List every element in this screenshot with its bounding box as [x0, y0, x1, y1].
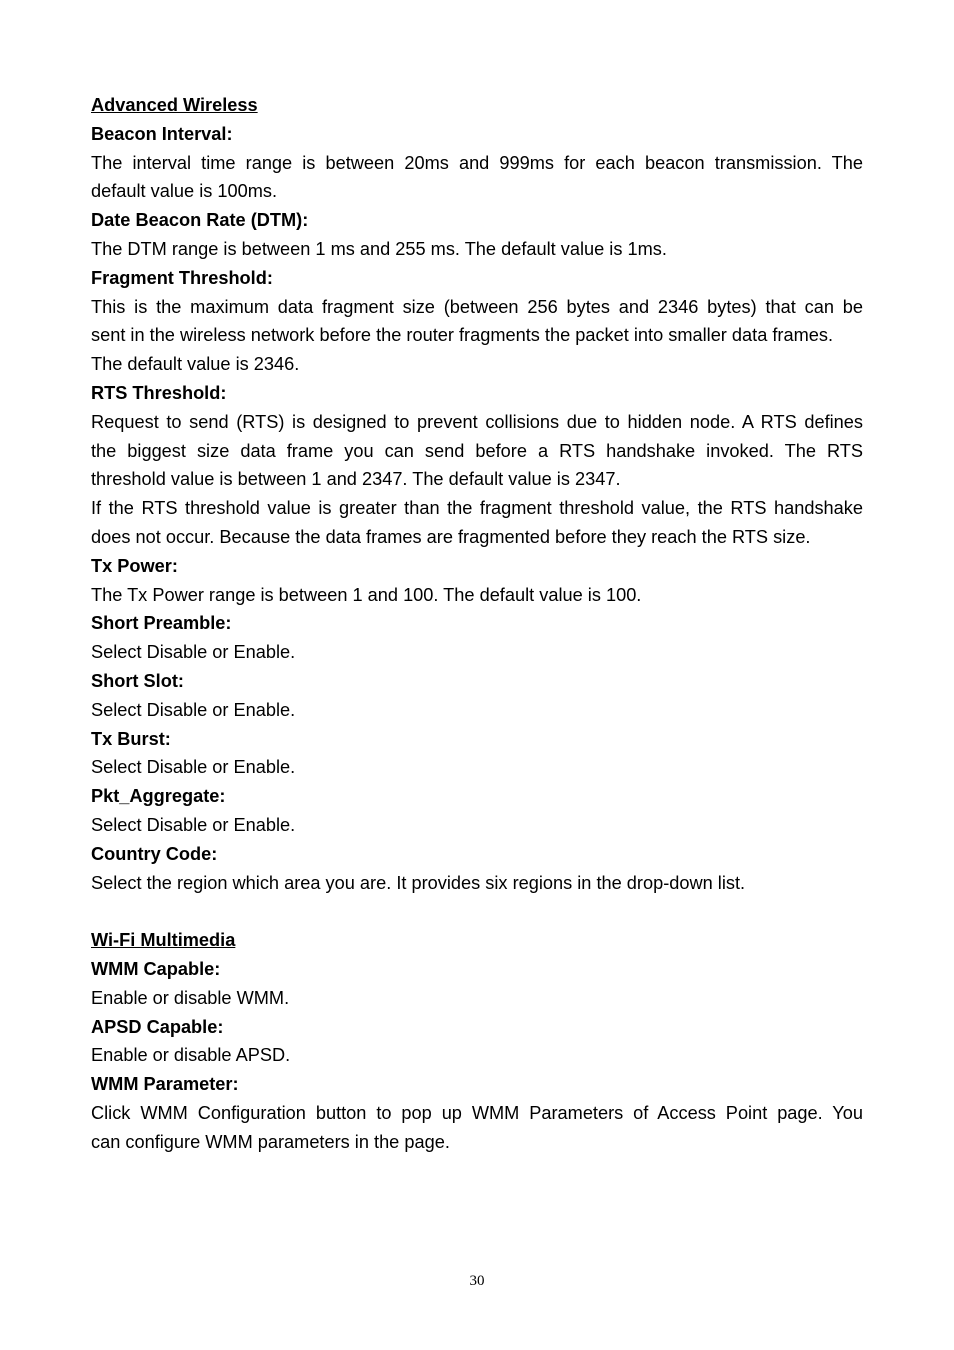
page-number: 30 — [469, 1273, 485, 1289]
term-short-preamble: Short Preamble: — [91, 613, 232, 634]
term-apsd-capable: APSD Capable: — [91, 1016, 224, 1037]
section-title-wifi-multimedia: Wi-Fi Multimedia — [91, 930, 236, 951]
term-rts-threshold: RTS Threshold: — [91, 382, 227, 403]
country-code-text-1: Select the region which area you are. It provides six regions in the drop-down list. — [91, 872, 746, 893]
rts-threshold-text-3: threshold value is between 1 and 2347. The default value is 2347. — [91, 469, 621, 490]
short-preamble-text-1: Select Disable or Enable. — [91, 642, 296, 663]
rts-threshold-text-4: If the RTS threshold value is greater than the fragment threshold value, the RTS handshake — [91, 498, 863, 519]
rts-threshold-text-2: the biggest size data frame you can send before a RTS handshake invoked. The RTS — [91, 440, 863, 461]
wmm-parameter-text-1: Click WMM Configuration button to pop up WMM Parameters of Access Point page. You — [91, 1102, 863, 1123]
fragment-threshold-text-1: This is the maximum data fragment size (between 256 bytes and 2346 bytes) that can be — [91, 296, 863, 317]
dtm-text-1: The DTM range is between 1 ms and 255 ms. The default value is 1ms. — [91, 238, 667, 259]
wmm-parameter-text-2: can configure WMM parameters in the page. — [91, 1131, 450, 1152]
beacon-interval-text-2: default value is 100ms. — [91, 181, 278, 202]
rts-threshold-text-5: does not occur. Because the data frames are fragmented before they reach the RTS size. — [91, 526, 811, 547]
term-pkt-aggregate: Pkt_Aggregate: — [91, 786, 226, 807]
term-wmm-parameter: WMM Parameter: — [91, 1074, 239, 1095]
pkt-aggregate-text-1: Select Disable or Enable. — [91, 814, 296, 835]
document-body — [91, 91, 863, 1156]
term-fragment-threshold: Fragment Threshold: — [91, 267, 273, 288]
term-short-slot: Short Slot: — [91, 670, 184, 691]
rts-threshold-text-1: Request to send (RTS) is designed to prevent collisions due to hidden node. A RTS defines — [91, 411, 863, 432]
term-wmm-capable: WMM Capable: — [91, 958, 221, 979]
tx-burst-text-1: Select Disable or Enable. — [91, 757, 296, 778]
term-dtm: Date Beacon Rate (DTM): — [91, 210, 309, 231]
beacon-interval-text-1: The interval time range is between 20ms and 999ms for each beacon transmission. The — [91, 152, 863, 173]
paragraph-spacer — [91, 897, 863, 926]
term-beacon-interval: Beacon Interval: — [91, 123, 233, 144]
tx-power-text-1: The Tx Power range is between 1 and 100. The default value is 100. — [91, 584, 642, 605]
fragment-threshold-text-2: sent in the wireless network before the router fragments the packet into smaller data frames. — [91, 325, 834, 346]
fragment-threshold-text-3: The default value is 2346. — [91, 354, 300, 375]
term-country-code: Country Code: — [91, 843, 218, 864]
section-title-advanced-wireless: Advanced Wireless — [91, 95, 258, 115]
short-slot-text-1: Select Disable or Enable. — [91, 699, 296, 720]
apsd-capable-text-1: Enable or disable APSD. — [91, 1045, 291, 1066]
term-tx-burst: Tx Burst: — [91, 728, 171, 749]
wmm-capable-text-1: Enable or disable WMM. — [91, 987, 290, 1008]
term-tx-power: Tx Power: — [91, 555, 178, 576]
